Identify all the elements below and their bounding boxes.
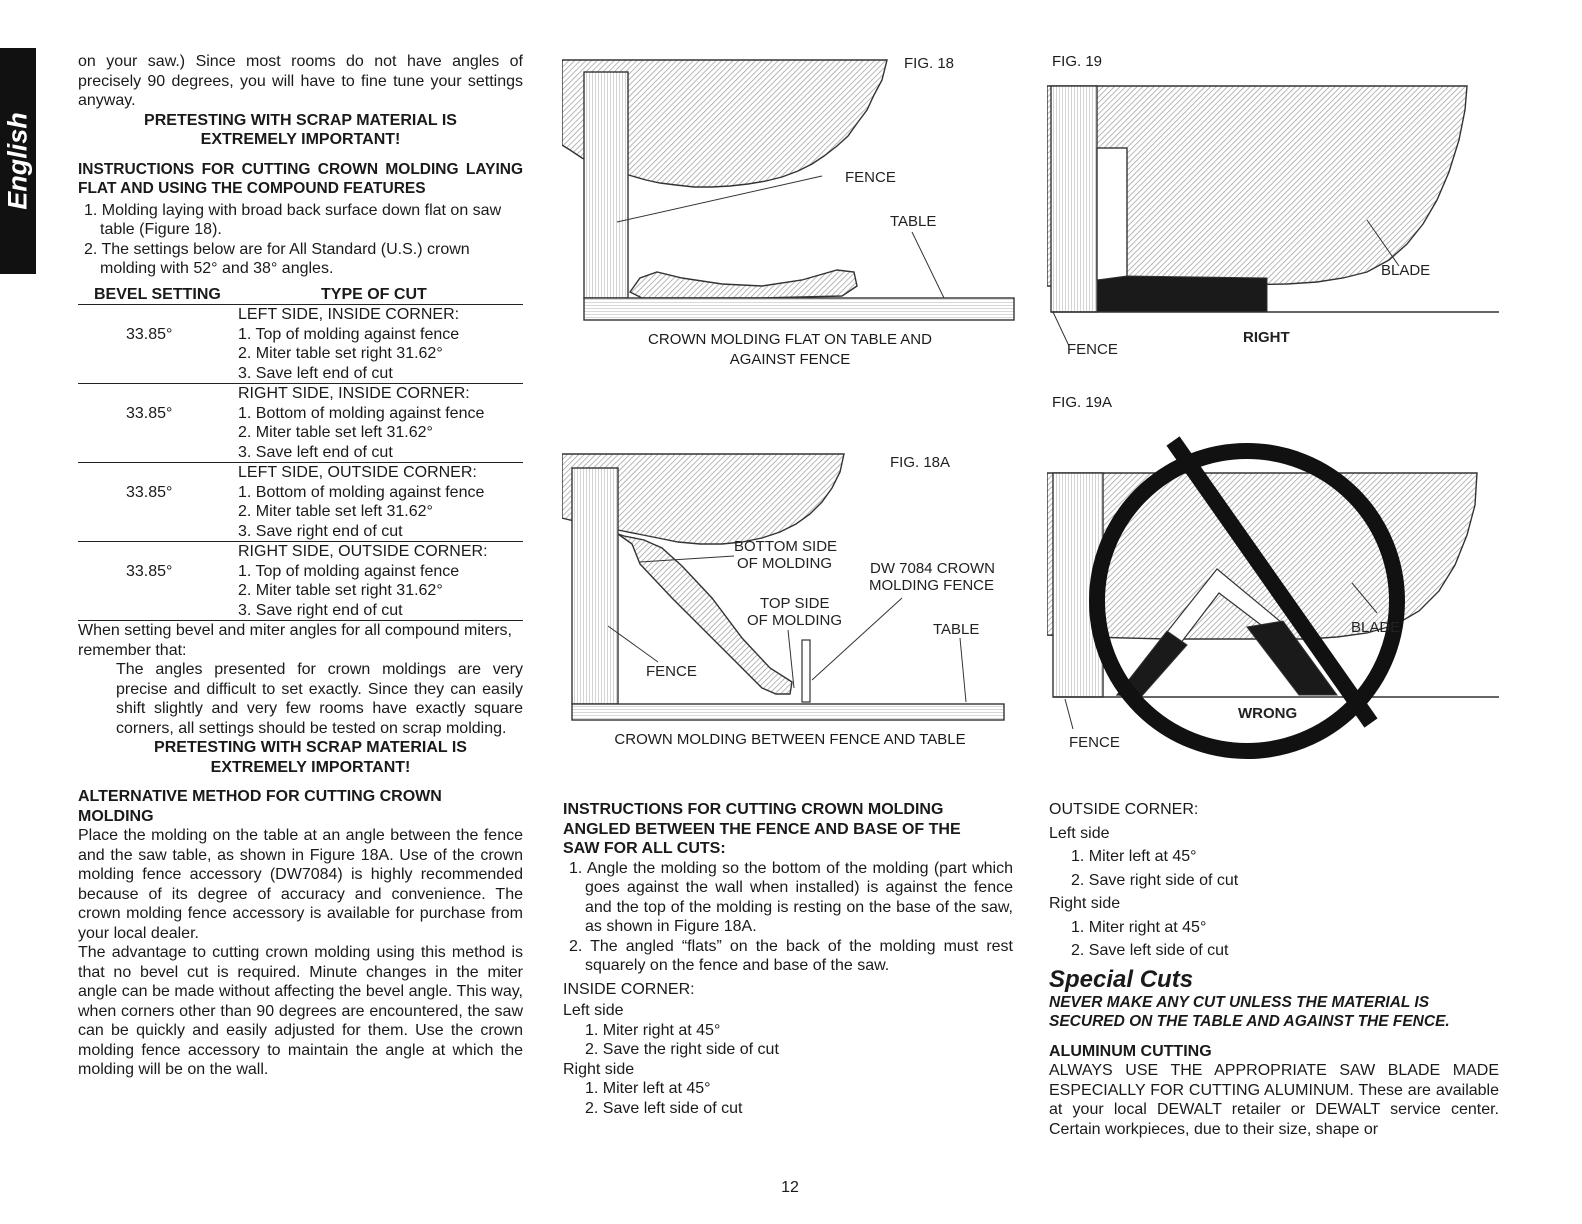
cut-step: 2. Miter table set right 31.62° [238,582,443,599]
figure-18a [562,448,1017,728]
inside-left-side-heading: Left side [563,1002,624,1019]
figure-18-drawing [562,50,1017,330]
figure-19a-label: FIG. 19A [1052,394,1113,411]
cut-type-title: LEFT SIDE, INSIDE CORNER: [238,306,460,323]
bevel-value: 33.85° [126,563,173,580]
flat-list-item-2: 2. The settings below are for All Standard (U.S.) crown molding with 52° and 38° angles. [84,240,470,277]
angles-note-paragraph: The angles presented for crown moldings are very precise and difficult to set exactly. Since they can easily shift slightly and very few rooms have exactly square corners, all settings should be tested on scrap molding. [116,661,523,737]
cut-step: 2. Miter table set left 31.62° [238,424,433,441]
fence-shape [584,72,628,298]
flat-cutting-heading: INSTRUCTIONS FOR CUTTING CROWN MOLDING LAYING FLAT AND USING THE COMPOUND FEATURES [78,160,523,197]
inside-corner-heading: INSIDE CORNER: [563,980,695,998]
column-right [1049,800,1499,1139]
bevel-value: 33.85° [126,484,173,501]
angled-cutting-heading: INSTRUCTIONS FOR CUTTING CROWN MOLDING ANGLED BETWEEN THE FENCE AND BASE OF THE SAW FOR ALL CUTS: [563,801,961,857]
outside-right-side-heading: Right side [1049,895,1121,912]
figure-19-drawing [1047,80,1502,360]
cut-step: 1. Top of molding against fence [238,325,460,343]
cut-step: 1. Bottom of molding against fence [238,404,485,422]
figure-19a [1047,395,1502,765]
inside-left-step-1: 1. Miter right at 45° [585,1021,721,1039]
outside-right-step-2: 2. Save left side of cut [1071,942,1229,959]
bevel-setting-header: BEVEL SETTING [94,285,221,303]
fence-callout: FENCE [1067,341,1118,358]
angled-list-item-2: 2. The angled “flats” on the back of the molding must rest squarely on the fence and base of the saw. [569,937,1013,974]
dw7084-callout-line1: DW 7084 CROWN [870,560,996,577]
inside-right-step-1: 1. Miter left at 45° [585,1080,711,1097]
pretest-warning-2-line1: PRETESTING WITH SCRAP MATERIAL IS [154,739,467,756]
pretest-warning-line1: PRETESTING WITH SCRAP MATERIAL IS [144,111,457,129]
wrong-label: WRONG [1238,705,1298,722]
crown-molding-shape [1097,276,1267,312]
figure-18 [562,50,1017,330]
cut-step: 3. Save right end of cut [238,601,403,619]
cut-step: 3. Save right end of cut [238,522,403,540]
figure-19-label: FIG. 19 [1052,53,1103,70]
pretest-warning-2-line2: EXTREMELY IMPORTANT! [210,758,411,776]
figure-18-label: FIG. 18 [904,55,955,72]
figure-18-caption [590,330,990,369]
figure-19 [1047,80,1502,360]
bevel-table-row [78,384,523,463]
inside-left-step-2: 2. Save the right side of cut [585,1041,779,1058]
outside-left-step-1: 1. Miter left at 45° [1071,848,1197,865]
outside-corner-heading: OUTSIDE CORNER: [1049,801,1199,818]
type-of-cut-header: TYPE OF CUT [321,285,427,303]
column-middle [563,800,1013,1118]
cut-step: 3. Save left end of cut [238,364,393,382]
dw7084-callout-line2: MOLDING FENCE [869,577,995,594]
cut-type-title: RIGHT SIDE, OUTSIDE CORNER: [238,543,488,560]
column-left [78,52,523,1080]
table-shape [572,704,1004,720]
aluminum-cutting-paragraph: ALWAYS USE THE APPROPRIATE SAW BLADE MADE ESPECIALLY FOR CUTTING ALUMINUM. These are available at your local DEWALT retailer or DEWALT service center. Certain workpieces, due to their size, shape or [1049,1062,1499,1138]
fence-shape [1051,86,1097,312]
cut-step: 3. Save left end of cut [238,443,393,461]
safety-warning: NEVER MAKE ANY CUT UNLESS THE MATERIAL IS SECURED ON THE TABLE AND AGAINST THE FENCE. [1049,993,1450,1030]
bottom-side-callout-line2: OF MOLDING [737,555,833,572]
table-leader-line [912,232,944,298]
figure-18-caption-line2: AGAINST FENCE [729,350,851,368]
angled-list-item-1: 1. Angle the molding so the bottom of the molding (part which goes against the wall when installed) is against the fence and the top of the molding is resting on the base of the saw, as shown in Figure 18A. [569,859,1013,935]
figure-18a-drawing [562,448,1017,728]
inside-right-step-2: 2. Save left side of cut [585,1099,743,1117]
cut-type-title: LEFT SIDE, OUTSIDE CORNER: [238,464,477,481]
fence-callout: FENCE [845,169,896,186]
bottom-side-callout-line1: BOTTOM SIDE [734,538,838,555]
bevel-table-row [78,463,523,542]
pretest-warning-line2: EXTREMELY IMPORTANT! [200,131,401,148]
top-side-callout-line1: TOP SIDE [760,595,830,612]
language-tab-label: English [2,112,33,210]
blade-callout: BLADE [1381,262,1431,279]
special-cuts-heading: Special Cuts [1049,965,1194,993]
when-setting-paragraph: When setting bevel and miter angles for all compound miters, remember that: [78,622,512,659]
cut-step: 1. Bottom of molding against fence [238,483,485,501]
bevel-table-header [78,285,523,306]
molding-fence-accessory [802,640,810,702]
figure-19a-drawing [1047,395,1502,765]
intro-paragraph: on your saw.) Since most rooms do not have angles of precisely 90 degrees, you will have to fine tune your settings anyway. [78,53,523,109]
aluminum-cutting-heading: ALUMINUM CUTTING [1049,1042,1212,1060]
crown-molding-shape [630,270,857,298]
table-callout: TABLE [890,213,937,230]
figure-18a-label: FIG. 18A [890,454,951,471]
alternative-method-heading: ALTERNATIVE METHOD FOR CUTTING CROWN MOLDING [78,788,442,825]
language-tab [0,48,36,274]
blade-callout: BLADE [1351,619,1401,636]
bevel-value: 33.85° [126,326,173,343]
outside-left-side-heading: Left side [1049,824,1110,842]
outside-right-step-1: 1. Miter right at 45° [1071,918,1207,936]
bevel-value: 33.85° [126,405,173,422]
fence-callout: FENCE [646,663,697,680]
cut-step: 2. Miter table set left 31.62° [238,503,433,520]
page-number: 12 [781,1179,799,1196]
table-leader [960,638,966,702]
fence-leader [1065,699,1073,729]
table-callout: TABLE [933,621,980,638]
cut-step: 2. Miter table set right 31.62° [238,345,443,362]
bevel-table-row [78,305,523,384]
table-shape [584,298,1014,320]
fence-shape [572,468,618,704]
top-side-callout-line2: OF MOLDING [747,612,843,629]
alternative-method-paragraph-1: Place the molding on the table at an angle between the fence and the saw table, as shown in Figure 18A. Use of the crown molding fence accessory (DW7084) is highly recommended because of its degree of accuracy and convenience. The crown molding fence accessory is available for purchase from your local dealer. [78,827,523,942]
right-label: RIGHT [1243,329,1290,346]
cut-step: 1. Top of molding against fence [238,562,460,580]
fence-callout: FENCE [1069,734,1120,751]
alternative-method-paragraph-2: The advantage to cutting crown molding using this method is that no bevel cut is required. Minute changes in the miter angle can be made without affecting the bevel angle. This way, when corners other than 90 degrees are encountered, the saw can be quickly and easily adjusted for them. Use the crown molding fence accessory to maintain the angle at which the molding will be on the wall. [78,944,523,1078]
figure-18a-caption: CROWN MOLDING BETWEEN FENCE AND TABLE [614,731,966,748]
figure-18-caption-line1: CROWN MOLDING FLAT ON TABLE AND [648,331,932,348]
outside-left-step-2: 2. Save right side of cut [1071,871,1239,889]
inside-right-side-heading: Right side [563,1060,635,1078]
bevel-table-row [78,542,523,621]
cut-type-title: RIGHT SIDE, INSIDE CORNER: [238,385,470,402]
molding-back [1097,148,1127,280]
flat-list-item-1: 1. Molding laying with broad back surface down flat on saw table (Figure 18). [84,201,502,238]
